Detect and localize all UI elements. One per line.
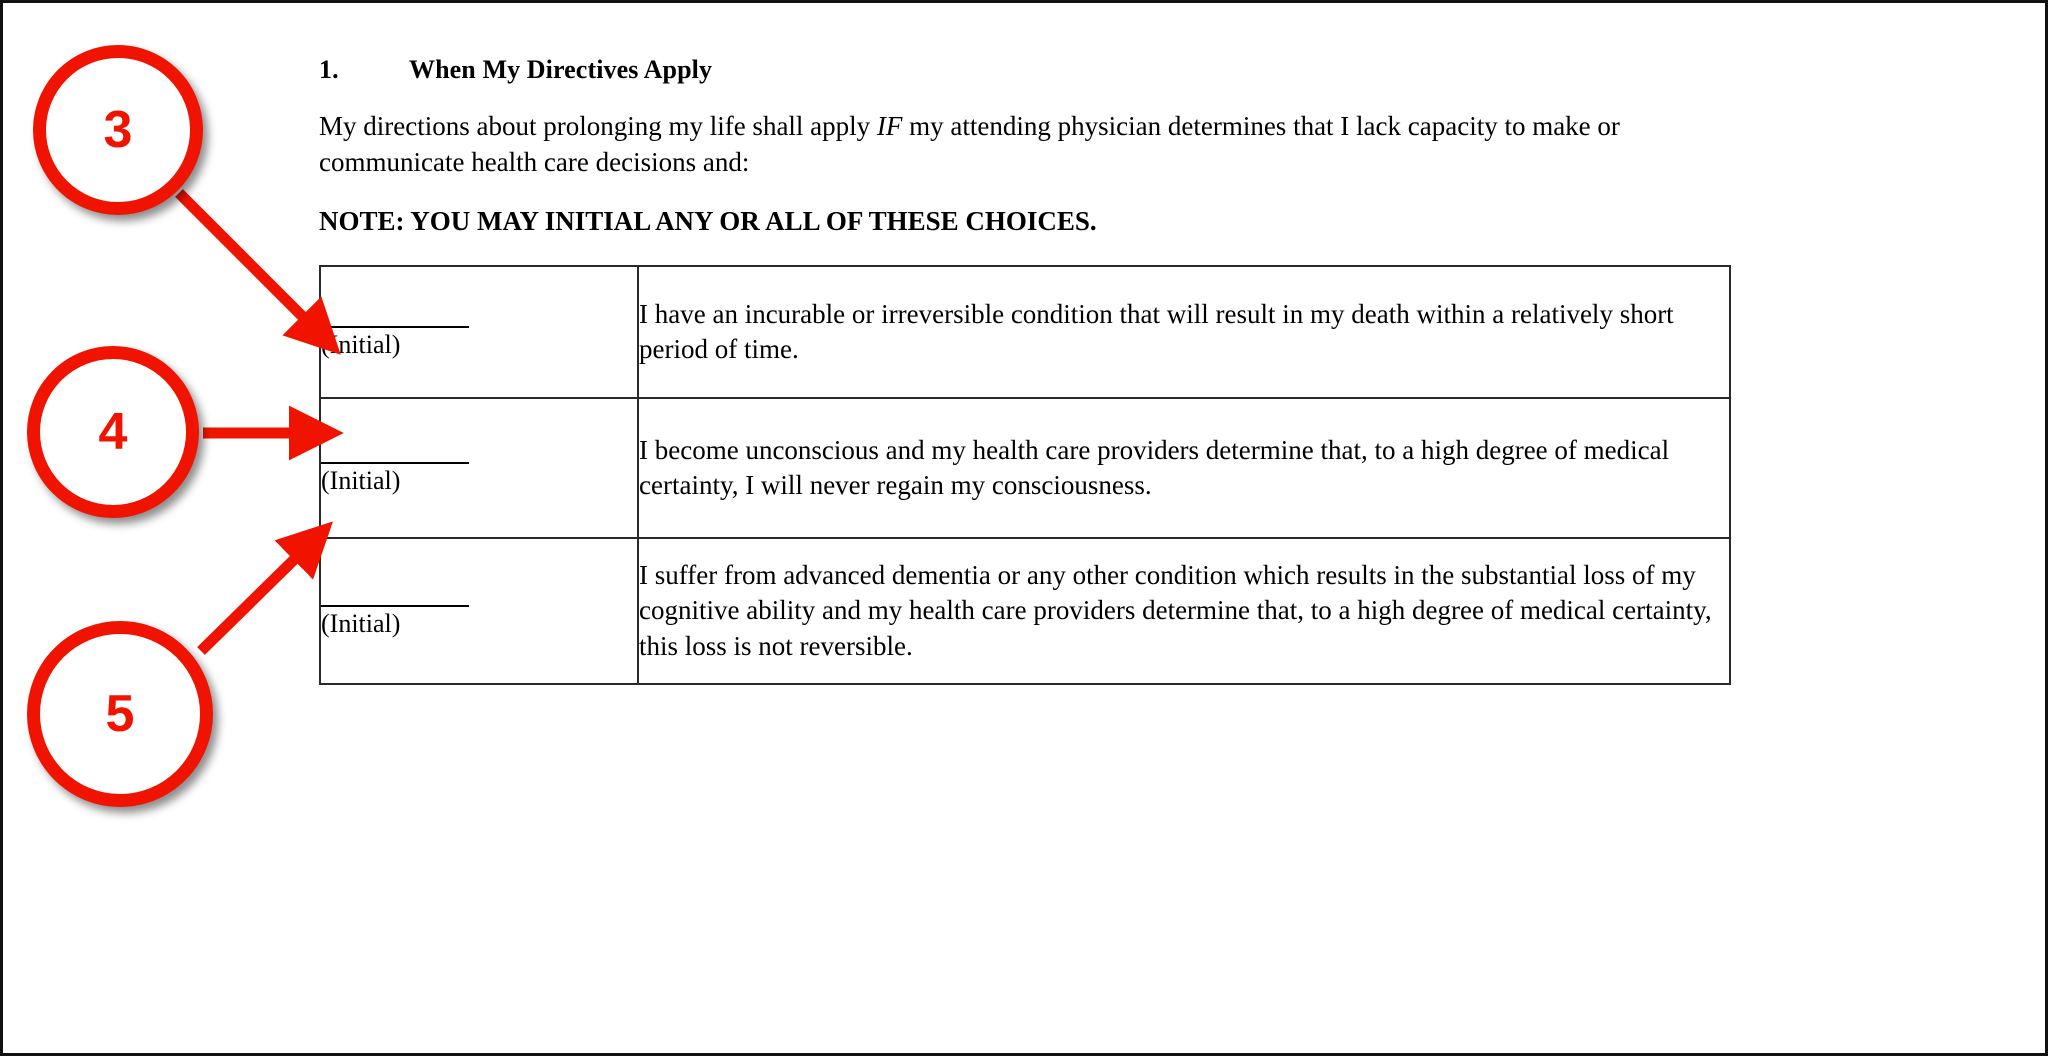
table-row [320, 538, 1730, 684]
initial-cell-label: (Initial) [321, 609, 401, 639]
intro-paragraph [319, 109, 1649, 180]
initial-signature-line-icon[interactable] [321, 326, 469, 328]
initial-cell-label: (Initial) [321, 330, 401, 360]
table-row [320, 398, 1730, 538]
arrow-3-line [179, 193, 319, 333]
callout-badge-3[interactable]: 3 [33, 45, 203, 215]
initial-signature-line-icon[interactable] [321, 462, 469, 464]
document-body [319, 55, 1739, 685]
initial-cell-2[interactable] [320, 398, 638, 538]
callout-badge-4[interactable]: 4 [27, 346, 199, 518]
choice-text-3: I suffer from advanced dementia or any other condition which results in the substantial loss of my cognitive ability and my health care providers determine that, to a high degree of medical certainty, this loss is not reversible. [638, 538, 1730, 684]
initial-cell-3[interactable] [320, 538, 638, 684]
choices-table [319, 265, 1731, 685]
note-line: NOTE: YOU MAY INITIAL ANY OR ALL OF THESE CHOICES. [319, 206, 1097, 237]
initial-signature-line-icon[interactable] [321, 605, 469, 607]
arrow-5-line [201, 543, 311, 651]
callout-badge-5[interactable]: 5 [27, 621, 213, 807]
choice-text-2: I become unconscious and my health care providers determine that, to a high degree of medical certainty, I will never regain my consciousness. [638, 398, 1730, 538]
initial-cell-label: (Initial) [321, 466, 401, 496]
section-title: When My Directives Apply [409, 55, 713, 84]
intro-paragraph-italic: IF [876, 111, 903, 141]
section-number: 1. [319, 55, 339, 84]
intro-paragraph-part1: My directions about prolonging my life shall apply [319, 111, 877, 141]
section-heading [319, 55, 1739, 85]
choice-text-1: I have an incurable or irreversible condition that will result in my death within a relatively short period of time. [638, 266, 1730, 398]
table-row [320, 266, 1730, 398]
intro-paragraph-part2: my attending physician determines that I lack capacity to make or communicate health care decisions and: [319, 111, 1620, 177]
initial-cell-1[interactable] [320, 266, 638, 398]
